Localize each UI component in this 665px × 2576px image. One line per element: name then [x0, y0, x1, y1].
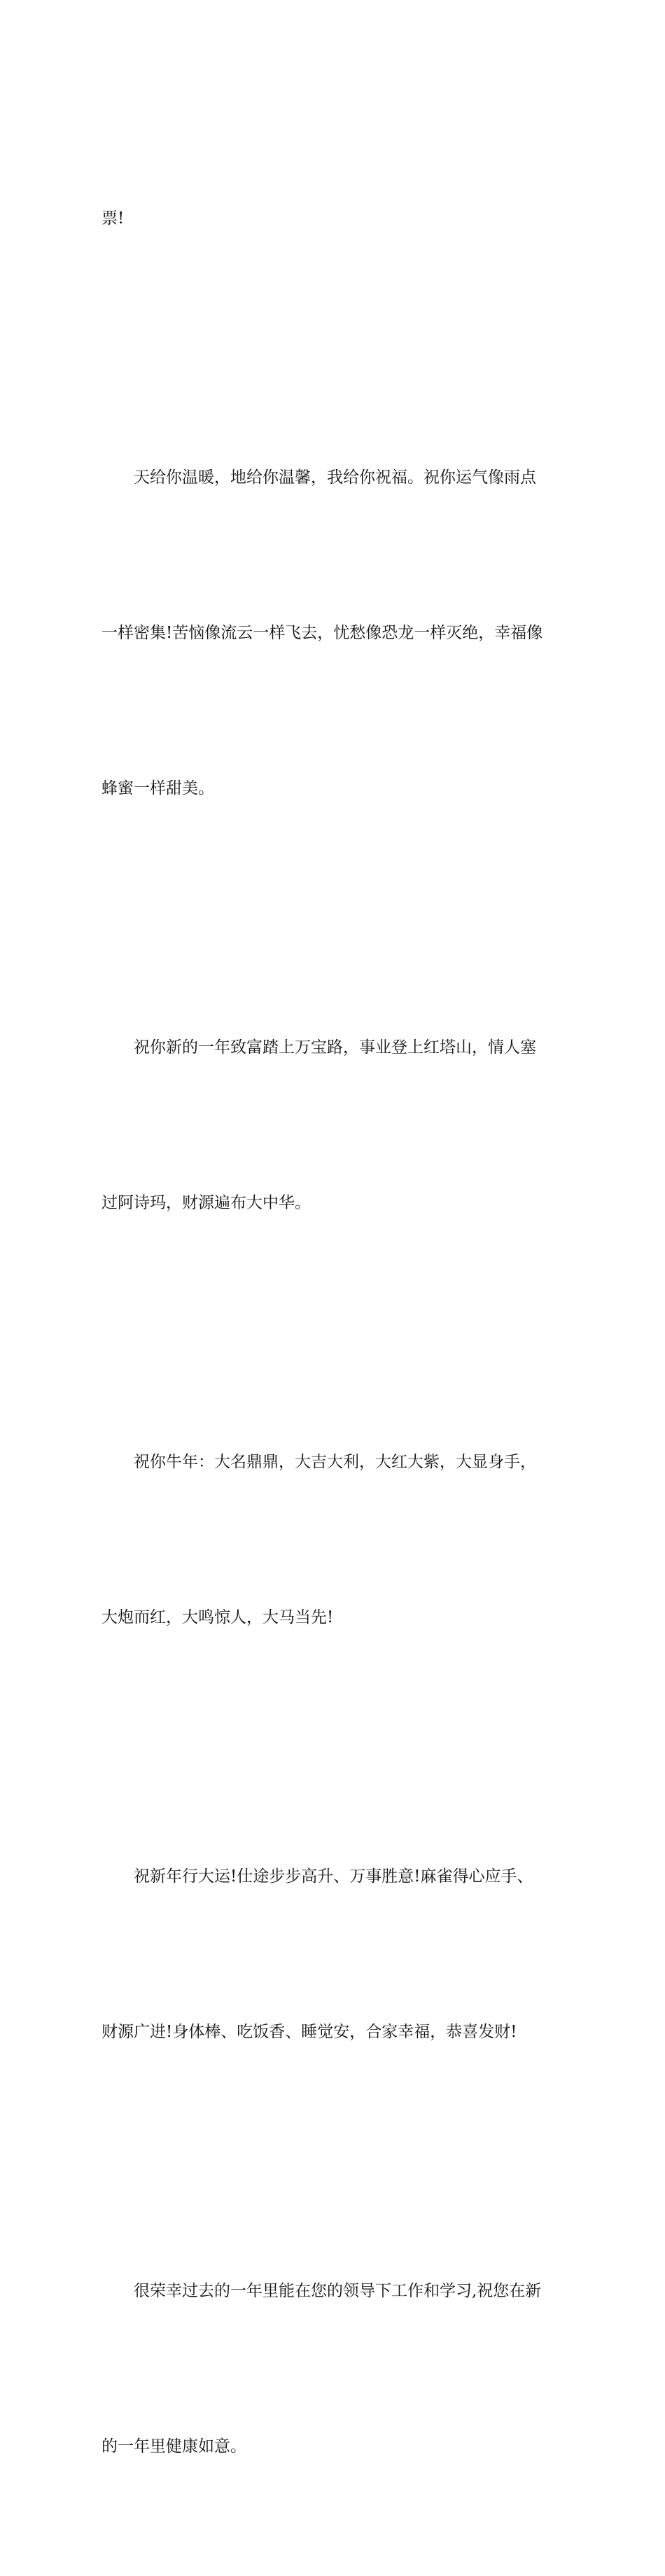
text-line: 一样密集!苦恼像流云一样飞去，忧愁像恐龙一样灭绝，幸福像: [102, 624, 543, 642]
text-line: 祝新年行大运!仕途步步高升、万事胜意!麻雀得心应手、: [134, 1867, 533, 1886]
paragraph-new-year-luck: [102, 1747, 567, 2161]
paragraph-prosperity: [102, 918, 567, 1332]
paragraph-leadership-thanks: [102, 2161, 567, 2576]
text-line: 蜂蜜一样甜美。: [102, 779, 214, 798]
text-line: 天给你温暖，地给你温馨，我给你祝福。祝你运气像雨点: [134, 468, 536, 487]
text-line: 财源广进!身体棒、吃饭香、睡觉安，合家幸福，恭喜发财!: [102, 2023, 517, 2041]
text-line: 祝你新的一年致富踏上万宝路，事业登上红塔山，情人塞: [134, 1038, 536, 1057]
text-line: 过阿诗玛，财源遍布大中华。: [102, 1194, 311, 1212]
paragraph-continuation: [102, 89, 567, 348]
text-line: 祝你牛年：大名鼎鼎，大吉大利，大红大紫，大显身手，: [134, 1453, 536, 1471]
document-body: [102, 89, 567, 2576]
paragraph-ox-year: [102, 1332, 567, 1747]
text-line: 大炮而红，大鸣惊人，大马当先!: [102, 1608, 334, 1627]
paragraph-warmth-blessing: [102, 348, 567, 918]
text-line: 的一年里健康如意。: [102, 2437, 246, 2456]
text-line: 很荣幸过去的一年里能在您的领导下工作和学习,祝您在新: [134, 2282, 542, 2300]
text-line: 票!: [102, 209, 125, 228]
